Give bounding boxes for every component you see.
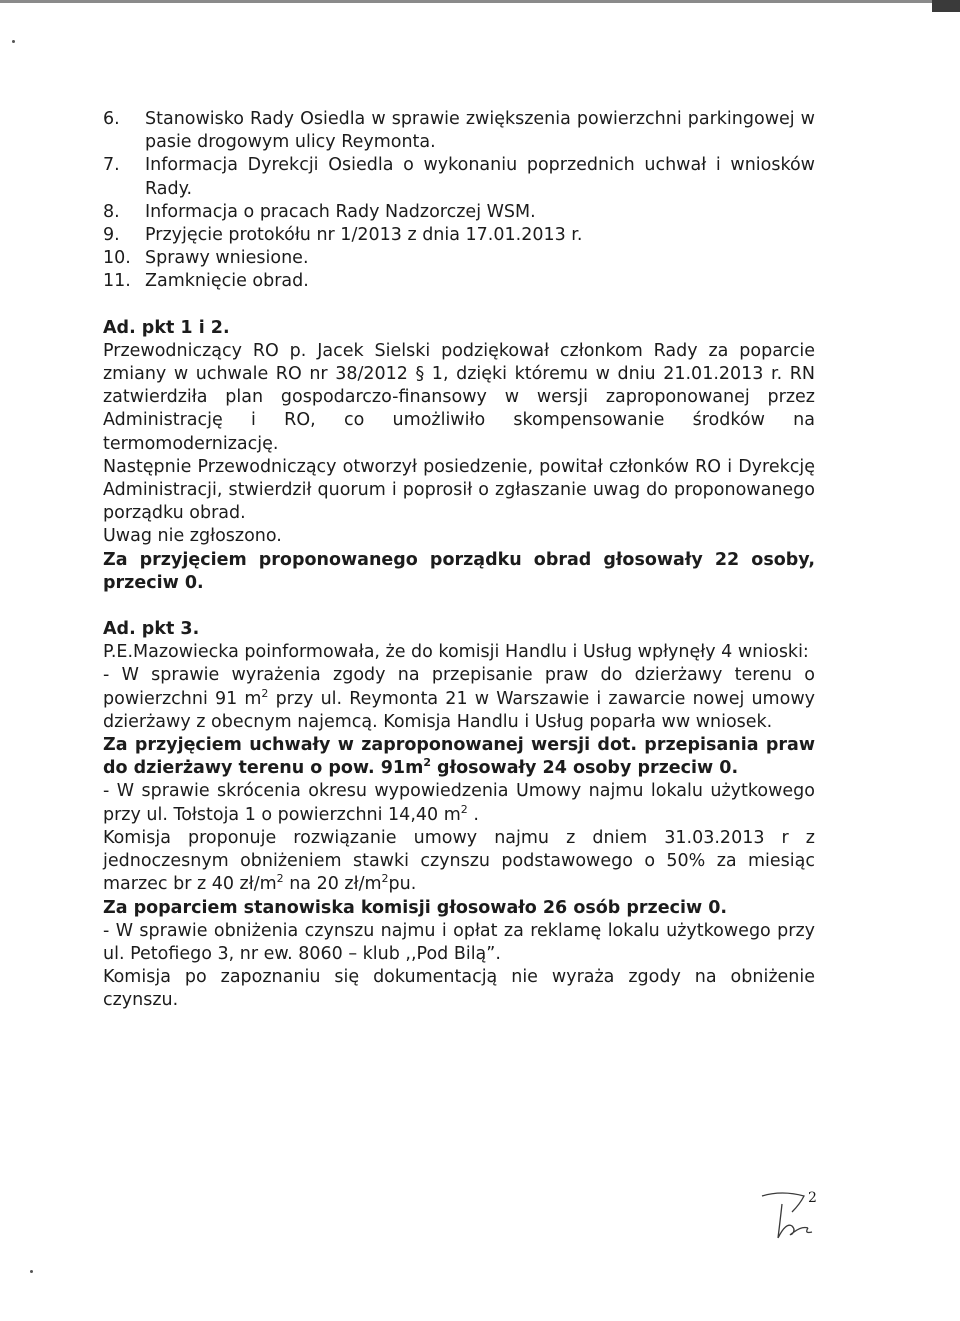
agenda-item bbox=[103, 201, 815, 224]
agenda-item-number: 6. bbox=[103, 109, 120, 129]
superscript: 2 bbox=[381, 872, 389, 886]
scan-corner-mark bbox=[932, 0, 960, 12]
text: Komisja proponuje rozwiązanie umowy najmu z dniem 31.03.2013 r z jednoczesnym obniżeniem stawki czynszu podstawowego o 50% za miesiąc marzec br z 40 zł/m bbox=[103, 827, 815, 895]
scan-top-edge bbox=[0, 0, 960, 3]
agenda-item-text: Informacja Dyrekcji Osiedla o wykonaniu poprzednich uchwał i wniosków Rady. bbox=[145, 155, 815, 199]
text: Za przyjęciem uchwały w zaproponowanej wersji dot. przepisania praw do dzierżawy terenu o pow. 91m bbox=[103, 735, 815, 779]
paragraph: Uwag nie zgłoszono. bbox=[103, 526, 282, 547]
agenda-item bbox=[103, 224, 815, 247]
section-heading-pkt-1-2: Ad. pkt 1 i 2. bbox=[103, 317, 230, 338]
text: przy ul. Reymonta 21 w Warszawie i zawarcie nowej umowy dzierżawy z obecnym najemcą. Komisja Handlu i Usług poparła ww wniosek. bbox=[103, 688, 815, 732]
paragraph: Przewodniczący RO p. Jacek Sielski podziękował członkom Rady za poparcie zmiany w uchwale RO nr 38/2012 § 1, dzięki któremu w dniu 21.01.2013 r. RN zatwierdziła plan gospodarczo-finansowy w wersji zaproponowanej przez Administrację i RO, co umożliwiło skompensowanie środków na termomodernizację. bbox=[103, 340, 815, 454]
agenda-item-text: Informacja o pracach Rady Nadzorczej WSM. bbox=[145, 201, 536, 222]
text: - W sprawie skrócenia okresu wypowiedzenia Umowy najmu lokalu użytkowego przy ul. Tołstoja 1 o powierzchni 14,40 m bbox=[103, 781, 815, 825]
agenda-item-text: Zamknięcie obrad. bbox=[145, 271, 309, 292]
agenda-item-text: Sprawy wniesione. bbox=[145, 248, 309, 269]
superscript: 2 bbox=[460, 802, 468, 816]
request-item bbox=[103, 664, 815, 734]
agenda-item bbox=[103, 108, 815, 154]
paragraph bbox=[103, 827, 815, 897]
text: - W sprawie wyrażenia zgody na przepisanie praw do dzierżawy terenu o powierzchni 91 m bbox=[103, 665, 815, 709]
section-heading-pkt-3: Ad. pkt 3. bbox=[103, 619, 200, 640]
scan-speck bbox=[12, 40, 15, 43]
agenda-item-number: 7. bbox=[103, 155, 120, 176]
text: głosowały 24 osoby przeciw 0. bbox=[430, 758, 739, 779]
agenda-item-number: 9. bbox=[103, 225, 120, 246]
agenda-item-number: 11. bbox=[103, 271, 131, 292]
scan-speck bbox=[30, 1270, 33, 1273]
vote-result: Za przyjęciem proponowanego porządku obrad głosowały 22 osoby, przeciw 0. bbox=[103, 549, 815, 593]
paragraph: Komisja po zapoznaniu się dokumentacją nie wyraża zgody na obniżenie czynszu. bbox=[103, 967, 815, 1011]
request-item: - W sprawie obniżenia czynszu najmu i opłat za reklamę lokalu użytkowego przy ul. Petofiego 3, nr ew. 8060 – klub ,,Pod Bilą”. bbox=[103, 920, 815, 964]
document-body bbox=[103, 108, 815, 1013]
agenda-item bbox=[103, 270, 815, 293]
page-number: 2 bbox=[808, 1190, 817, 1206]
vote-result: Za poparciem stanowiska komisji głosowało 26 osób przeciw 0. bbox=[103, 897, 728, 918]
text: na 20 zł/m bbox=[283, 874, 382, 895]
vote-result bbox=[103, 734, 815, 780]
agenda-item-text: Stanowisko Rady Osiedla w sprawie zwiększenia powierzchni parkingowej w pasie drogowym ulicy Reymonta. bbox=[145, 109, 815, 153]
agenda-item-number: 8. bbox=[103, 201, 120, 222]
text: . bbox=[467, 804, 479, 825]
agenda-list bbox=[103, 108, 815, 294]
paragraph: P.E.Mazowiecka poinformowała, że do komisji Handlu i Usług wpłynęły 4 wnioski: bbox=[103, 642, 809, 663]
text: pu. bbox=[388, 874, 417, 895]
request-item bbox=[103, 780, 815, 826]
superscript: 2 bbox=[276, 872, 284, 886]
agenda-item bbox=[103, 154, 815, 200]
superscript: 2 bbox=[261, 686, 269, 700]
agenda-item-number: 10. bbox=[103, 248, 131, 269]
agenda-item bbox=[103, 247, 815, 270]
superscript: 2 bbox=[423, 756, 431, 770]
agenda-item-text: Przyjęcie protokółu nr 1/2013 z dnia 17.01.2013 r. bbox=[145, 225, 583, 246]
paragraph: Następnie Przewodniczący otworzył posiedzenie, powitał członków RO i Dyrekcję Administracji, stwierdził quorum i poprosił o zgłaszanie uwag do proponowanego porządku obrad. bbox=[103, 456, 815, 524]
